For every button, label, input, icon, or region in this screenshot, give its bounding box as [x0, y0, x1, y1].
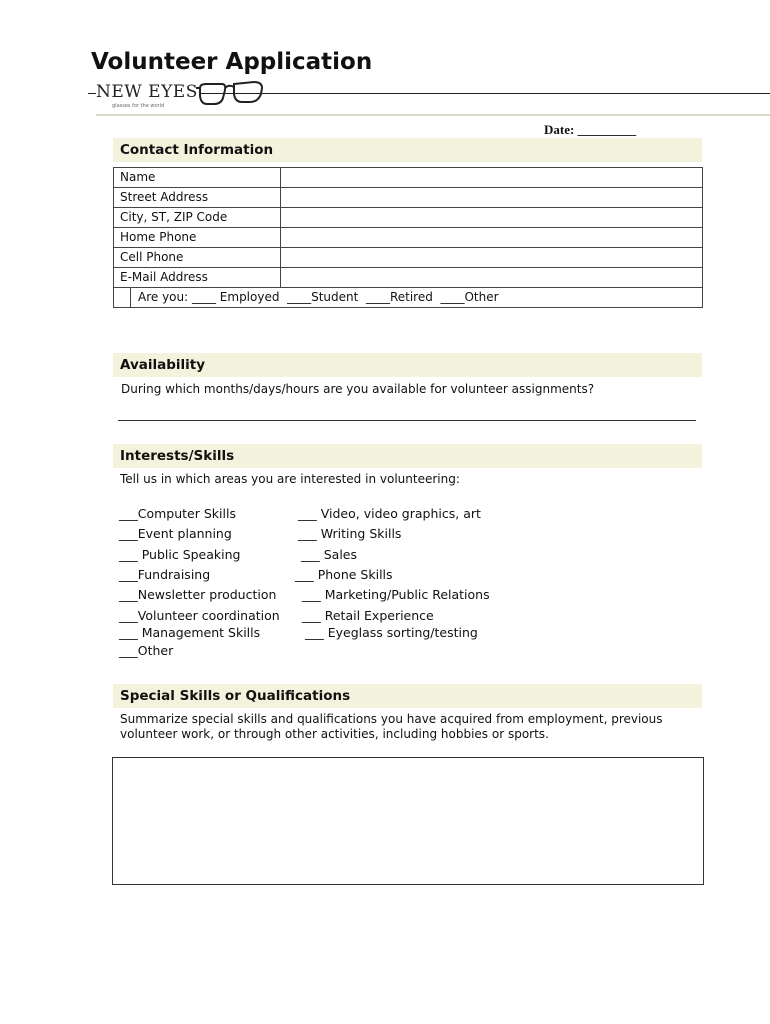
page-title: Volunteer Application	[91, 49, 373, 75]
contact-row	[114, 168, 703, 188]
contact-field-input[interactable]	[281, 268, 703, 288]
interest-option[interactable]: ___Other	[119, 643, 174, 658]
contact-field-label: City, ST, ZIP Code	[114, 208, 281, 228]
interest-option[interactable]: ___ Writing Skills	[298, 526, 402, 541]
contact-field-input[interactable]	[281, 228, 703, 248]
interest-option[interactable]: ___ Video, video graphics, art	[298, 506, 481, 521]
interest-option[interactable]: ___Volunteer coordination	[119, 608, 280, 623]
contact-row	[114, 268, 703, 288]
employment-status-options[interactable]: Are you: ____ Employed ____Student ____Retired ____Other	[130, 288, 702, 307]
contact-field-label: Street Address	[114, 188, 281, 208]
contact-field-input[interactable]	[281, 208, 703, 228]
interest-option[interactable]: ___ Marketing/Public Relations	[302, 587, 490, 602]
availability-prompt: During which months/days/hours are you available for volunteer assignments?	[121, 382, 595, 396]
contact-row	[114, 208, 703, 228]
employment-status-cell	[114, 288, 703, 308]
interest-option[interactable]: ___ Phone Skills	[295, 567, 393, 582]
interest-option[interactable]: ___Fundraising	[119, 567, 211, 582]
date-field[interactable]: Date: _________	[544, 122, 637, 137]
interest-option[interactable]: ___Event planning	[119, 526, 232, 541]
contact-field-label: E-Mail Address	[114, 268, 281, 288]
interest-option[interactable]: ___ Sales	[301, 547, 357, 562]
contact-row	[114, 188, 703, 208]
interest-option[interactable]: ___Newsletter production	[119, 587, 277, 602]
contact-table	[113, 167, 703, 308]
special-skills-section-heading: Special Skills or Qualifications	[113, 684, 702, 708]
logo-tagline: glasses for the world	[112, 103, 165, 109]
contact-field-input[interactable]	[281, 188, 703, 208]
contact-section-heading: Contact Information	[113, 138, 702, 162]
contact-field-input[interactable]	[281, 168, 703, 188]
availability-answer-line[interactable]	[118, 420, 696, 421]
employment-status-row	[114, 288, 703, 308]
contact-row	[114, 248, 703, 268]
contact-field-label: Name	[114, 168, 281, 188]
interest-option[interactable]: ___ Eyeglass sorting/testing	[305, 625, 478, 640]
header-rule-accent	[96, 114, 770, 116]
special-skills-prompt-line1: Summarize special skills and qualifications you have acquired from employment, previous	[120, 712, 663, 726]
interest-option[interactable]: ___ Retail Experience	[302, 608, 434, 623]
contact-field-input[interactable]	[281, 248, 703, 268]
special-skills-answer-box[interactable]	[112, 757, 704, 885]
contact-row	[114, 228, 703, 248]
interests-section-heading: Interests/Skills	[113, 444, 702, 468]
logo-wordmark: NEW EYES	[96, 82, 198, 102]
special-skills-prompt-line2: volunteer work, or through other activities, including hobbies or sports.	[120, 727, 549, 741]
contact-field-label: Home Phone	[114, 228, 281, 248]
interest-option[interactable]: ___ Management Skills	[119, 625, 261, 640]
interest-option[interactable]: ___Computer Skills	[119, 506, 236, 521]
interests-prompt: Tell us in which areas you are interested in volunteering:	[120, 472, 460, 486]
contact-field-label: Cell Phone	[114, 248, 281, 268]
eyeglasses-icon	[196, 78, 266, 108]
interest-option[interactable]: ___ Public Speaking	[119, 547, 241, 562]
availability-section-heading: Availability	[113, 353, 702, 377]
